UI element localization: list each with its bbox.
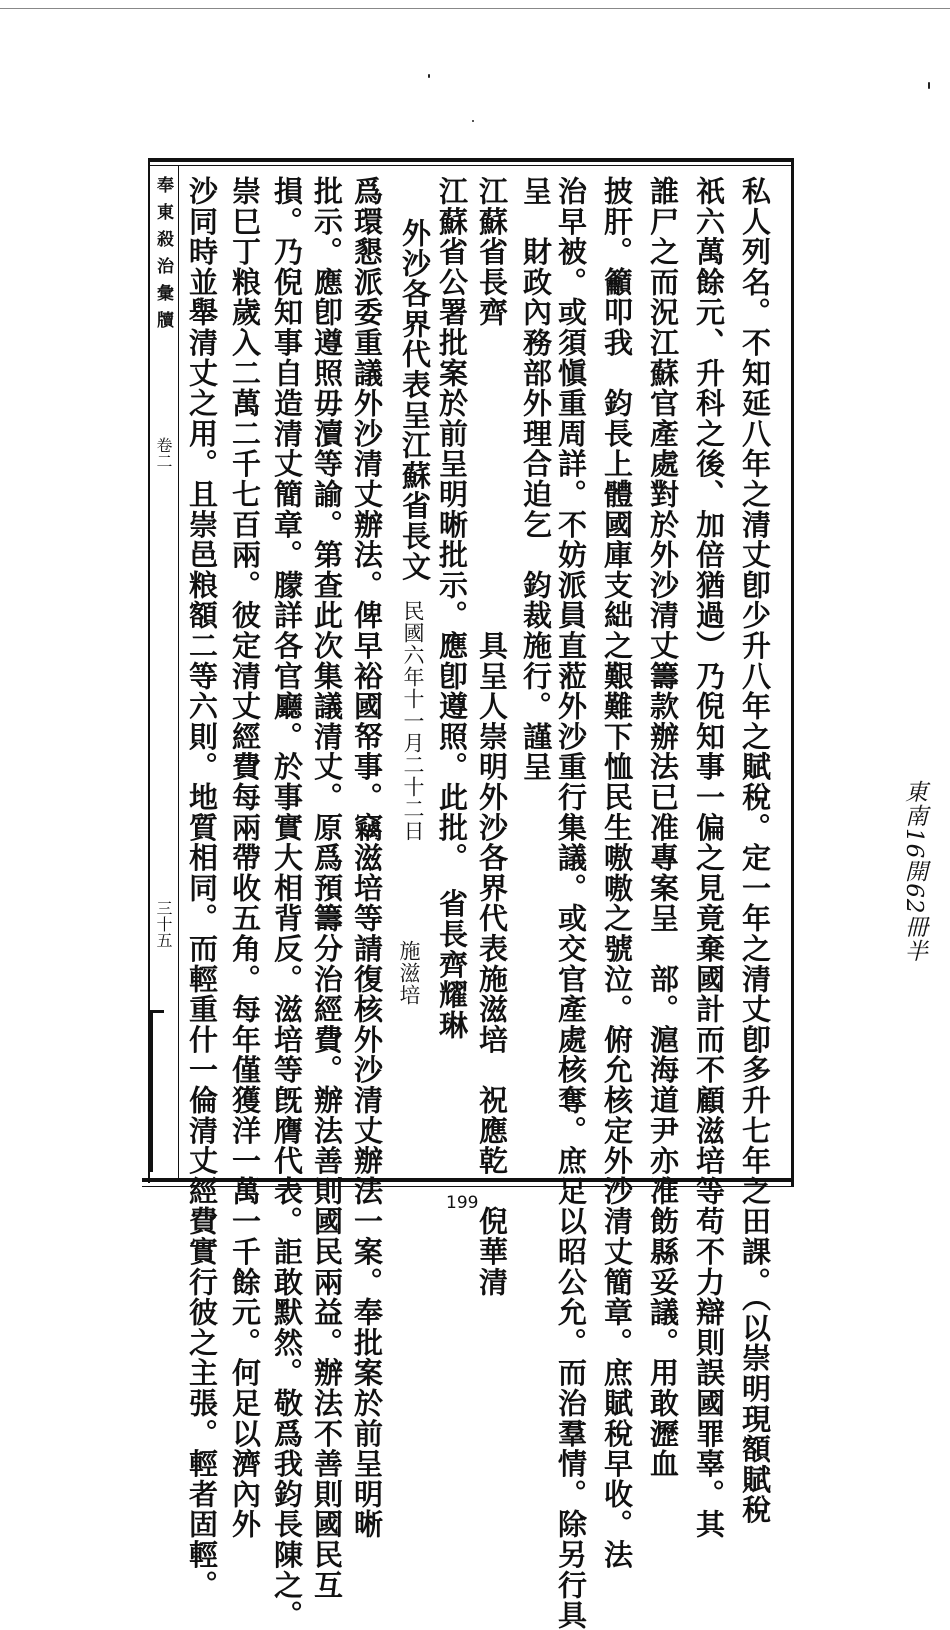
text-column-7: 江蘇省長齊 具呈人崇明外沙各界代表施滋培 祝應乾 倪華清	[475, 176, 509, 1298]
text-column-11: 批示。應卽遵照毋瀆等諭。第查此次集議清丈。原爲預籌分治經費。辦法善則國民兩益。辦法不善則國民互	[310, 176, 344, 1601]
scan-speck	[428, 74, 430, 78]
text-column-8: 江蘇省公署批案於前呈明晰批示。應卽遵照。此批。 省長齊耀琳	[435, 176, 469, 1041]
document-signer: 施滋培	[397, 940, 421, 1006]
document-heading: 外沙各界代表呈江蘇省長文	[398, 218, 432, 582]
text-column-12: 損。乃倪知事自造清丈簡章。朦詳各官廳。於事實大相背反。滋培等旣膺代表。詎敢默然。敬爲我鈞長陳之。	[270, 176, 304, 1630]
text-column-10: 爲環懇派委重議外沙清丈辦法。俾早裕國帑事。竊滋培等請復核外沙清丈辦法一案。奉批案於前呈明晰	[350, 176, 384, 1540]
gutter-divider	[178, 166, 179, 1179]
document-date: 民國六年十一月二十二日	[401, 600, 425, 842]
gutter-volume: 卷二	[154, 437, 173, 469]
frame-border-right	[791, 158, 794, 1186]
text-column-13: 崇巳丁粮歲入二萬二千七百兩。彼定清丈經費每兩帶收五角。每年僅獲洋一萬一千餘元。何足以濟內外	[228, 176, 262, 1540]
gutter-book-title: 奉東殺治彙牘	[153, 176, 173, 338]
text-column-2: 祇六萬餘元、升科之後、加倍猶過）乃倪知事一偏之見竟棄國計而不顧滋培等苟不力辯則誤國罪辜。其	[692, 176, 726, 1540]
gutter-fish-tail	[150, 1012, 153, 1172]
page-number: 199	[446, 1193, 479, 1213]
text-column-1: 私人列名。不知延八年之清丈卽少升八年之賦稅。定一年之清丈卽多升七年之田課。（以崇明現額賦稅	[738, 176, 772, 1525]
text-column-6: 呈 財政內務部外理合迫乞 鈞裁施行。謹呈	[519, 176, 553, 782]
text-column-3: 誰尸之而況江蘇官產處對於外沙清丈籌款辦法已准專案呈 部。滬海道尹亦准飭縣妥議。用敢瀝血	[646, 176, 680, 1479]
scan-speck	[928, 82, 930, 89]
text-column-4: 披肝。籲叩我 鈞長上體國庫支絀之艱難下恤民生嗷嗷之號泣。俯允核定外沙清丈簡章。庶賦稅早收。法	[600, 176, 634, 1570]
scan-top-border	[0, 8, 950, 9]
frame-border-top	[150, 158, 794, 162]
frame-border-top-thin	[150, 165, 794, 166]
text-column-14: 沙同時並舉清丈之用。且崇邑粮額二等六則。地質相同。而輕重什一倫清丈經費實行彼之主張。輕者固輕。	[185, 176, 219, 1601]
gutter-page-label: 三十五	[154, 900, 173, 948]
margin-handwritten-note: 東南16開62冊半	[901, 780, 927, 963]
gutter-fish-tail-cap	[150, 1010, 164, 1013]
scan-speck	[472, 120, 474, 122]
text-column-5: 治早被。或須愼重周詳。不妨派員直蒞外沙重行集議。或交官產處核奪。庶足以昭公允。而治羣情。除另行具	[554, 176, 588, 1630]
